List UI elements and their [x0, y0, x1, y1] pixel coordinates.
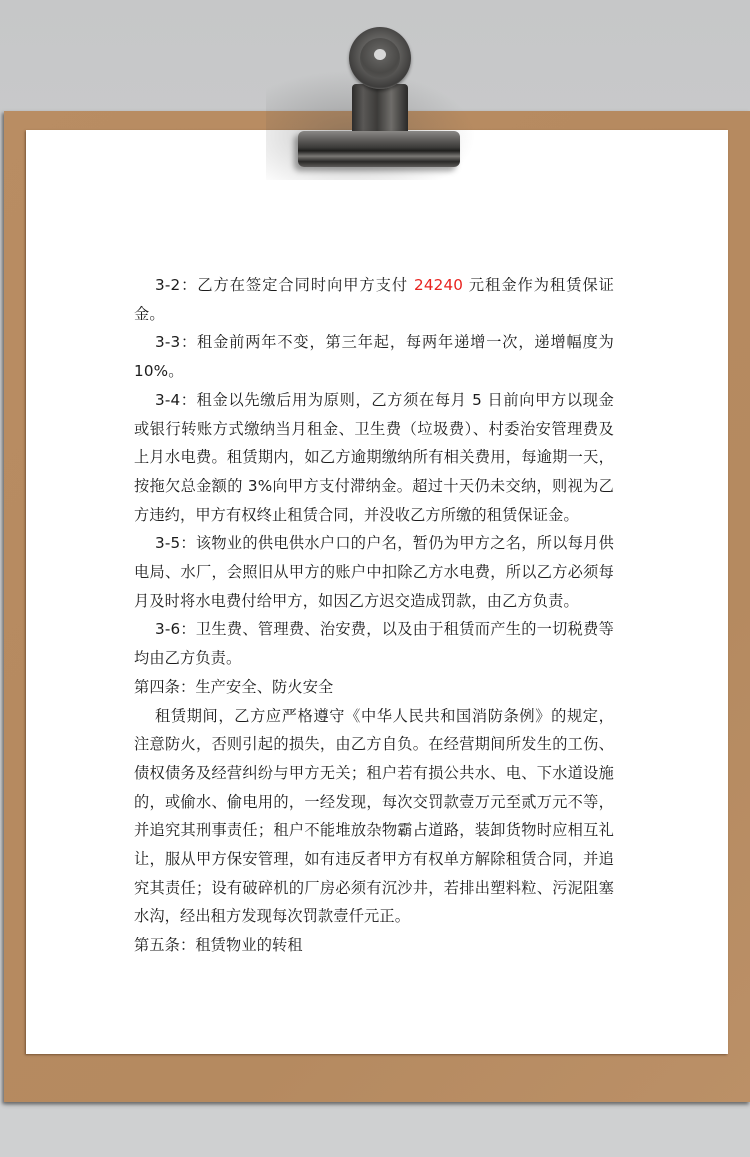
clause-3-5: 3-5：该物业的供电供水户口的户名，暂仍为甲方之名，所以每月供电局、水厂，会照旧从甲方的账户中扣除乙方水电费，所以乙方必须每月及时将水电费付给甲方，如因乙方迟交造成罚款，由乙方负责。 [134, 534, 614, 610]
contract-text [134, 271, 614, 960]
binder-clip-neck [352, 84, 408, 136]
article-5-heading: 第五条：租赁物业的转租 [134, 936, 303, 955]
clause-3-2-prefix: 3-2：乙方在签定合同时向甲方支付 [155, 276, 414, 294]
clause-3-4: 3-4：租金以先缴后用为原则，乙方须在每月 5 日前向甲方以现金或银行转账方式缴纳当月租金、卫生费（垃圾费）、村委治安管理费及上月水电费。租赁期内，如乙方逾期缴纳所有相关费用，每逾期一天，按拖欠总金额的 3%向甲方支付滞纳金。超过十天仍未交纳，则视为乙方违约，甲方有权终止租赁合同，并没收乙方所缴的租赁保证金。 [134, 390, 614, 524]
deposit-amount: 24240 [414, 276, 464, 294]
binder-clip-hole [374, 49, 386, 60]
clause-3-2 [134, 271, 614, 328]
clause-3-6: 3-6：卫生费、管理费、治安费，以及由于租赁而产生的一切税费等均由乙方负责。 [134, 620, 614, 668]
binder-clip-ring-icon [349, 27, 411, 89]
clause-3-2-suffix: 元租金作为租赁保证金。 [134, 276, 614, 323]
binder-clip-ring-inner [360, 38, 400, 78]
article-4-body: 租赁期间，乙方应严格遵守《中华人民共和国消防条例》的规定，注意防火，否则引起的损失，由乙方自负。在经营期间所发生的工伤、债权债务及经营纠纷与甲方无关；租户若有损公共水、电、下水道设施的，或偷水、偷电用的，一经发现，每次交罚款壹万元至贰万元不等，并追究其刑事责任；租户不能堆放杂物霸占道路，装卸货物时应相互礼让，服从甲方保安管理，如有违反者甲方有权单方解除租赁合同，并追究其责任；设有破碎机的厂房必须有沉沙井，若排出塑料粒、污泥阻塞水沟，经出租方发现每次罚款壹仟元正。 [134, 706, 614, 926]
article-4-heading: 第四条：生产安全、防火安全 [134, 677, 334, 696]
clause-3-3: 3-3：租金前两年不变，第三年起，每两年递增一次，递增幅度为 10%。 [134, 333, 614, 381]
binder-clip-bar [298, 131, 460, 167]
